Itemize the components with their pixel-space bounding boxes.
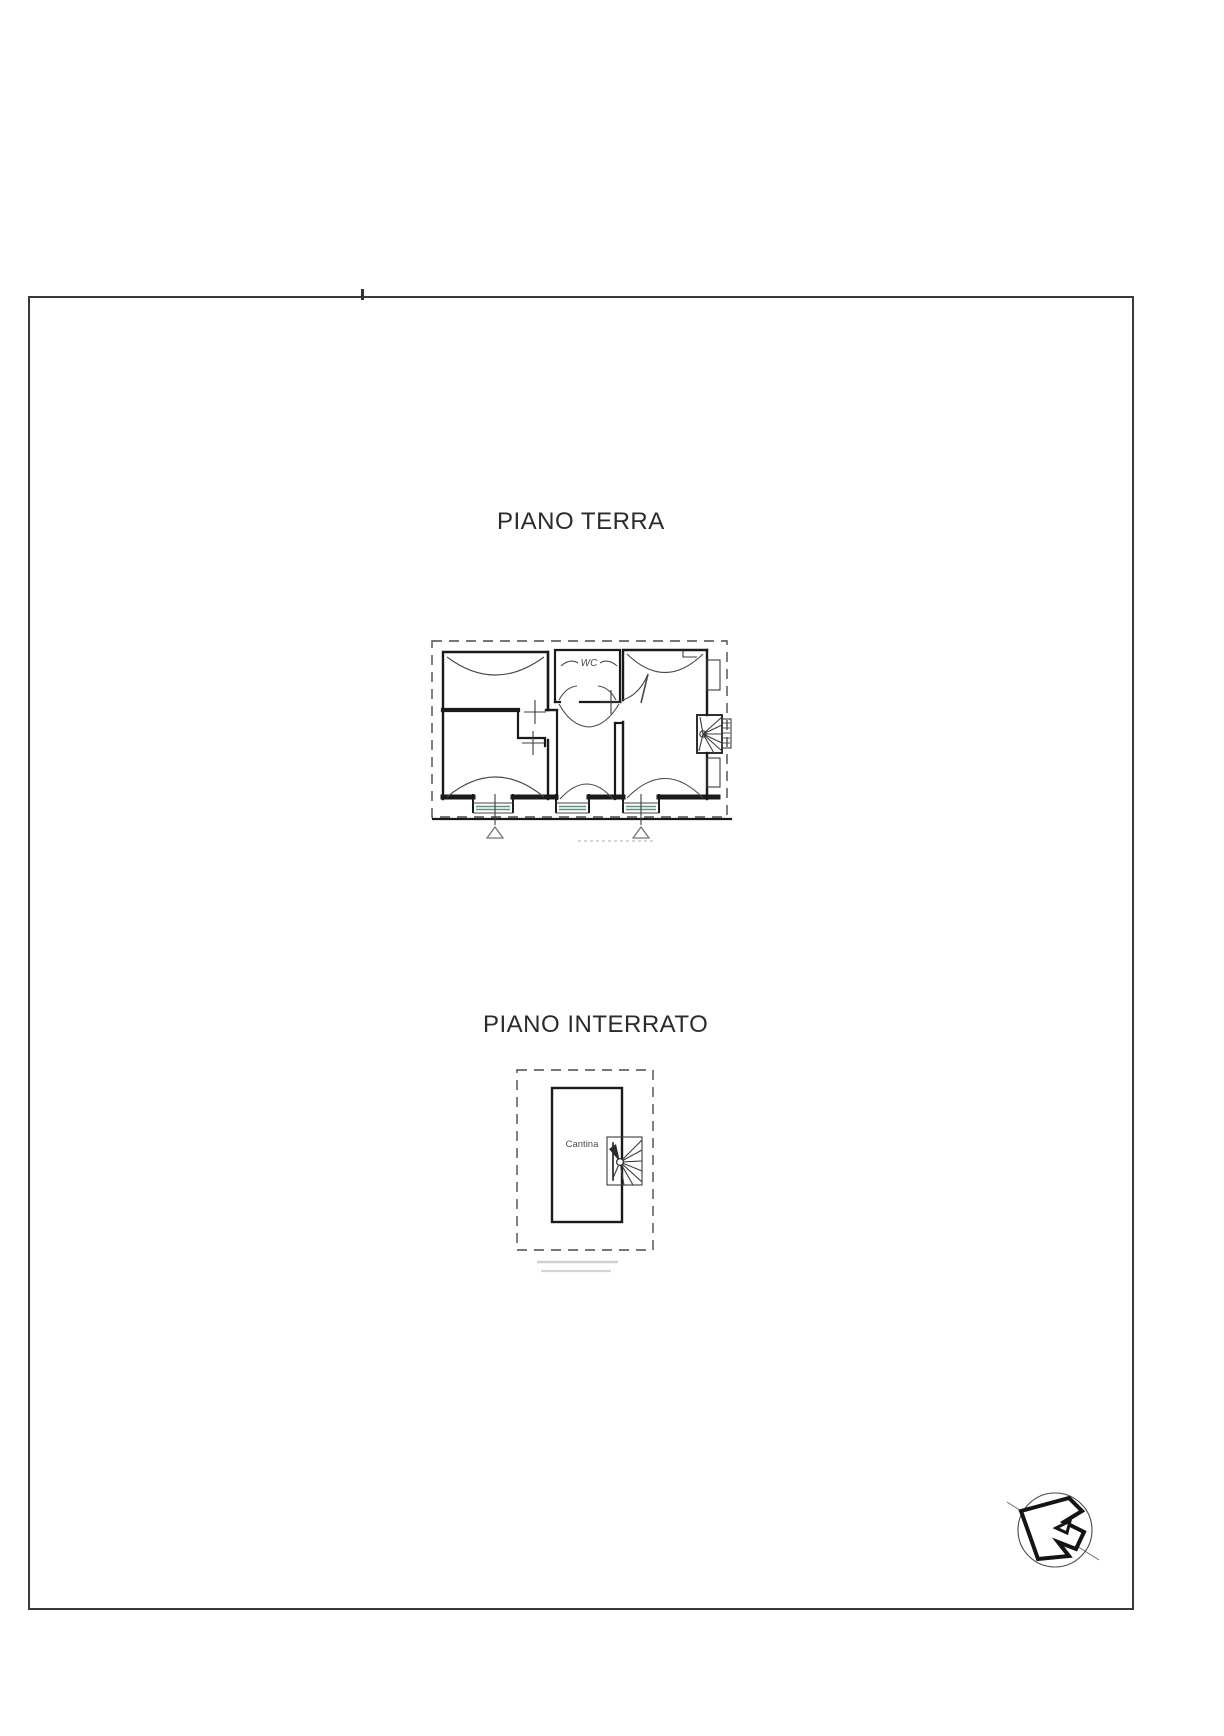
cantina-room-label: Cantina [565,1139,599,1150]
ground-floor-dashed-boundary [432,641,727,817]
window-sill-lines [476,807,656,810]
basement-spiral-staircase-icon [607,1137,642,1185]
faint-erased-lines [537,1262,618,1271]
page-border-frame [28,296,1134,1610]
vault-arcs [447,654,703,799]
basement-title: PIANO INTERRATO [483,1011,709,1038]
spiral-staircase-icon [697,715,731,753]
cantina-room-outline [552,1088,622,1222]
border-tick-mark [361,289,364,300]
entrance-markers [487,794,649,838]
wc-room-label: WC [580,658,598,669]
ground-floor-title: PIANO TERRA [497,508,665,535]
facade-windows [473,803,659,813]
basement-plan [505,1058,673,1288]
north-arrow-icon [1021,1498,1084,1559]
ground-floor-plan [425,632,740,850]
threshold-cross-ticks [522,690,622,755]
door-swing-arcs [559,674,648,727]
north-arrow-compass [998,1478,1132,1600]
